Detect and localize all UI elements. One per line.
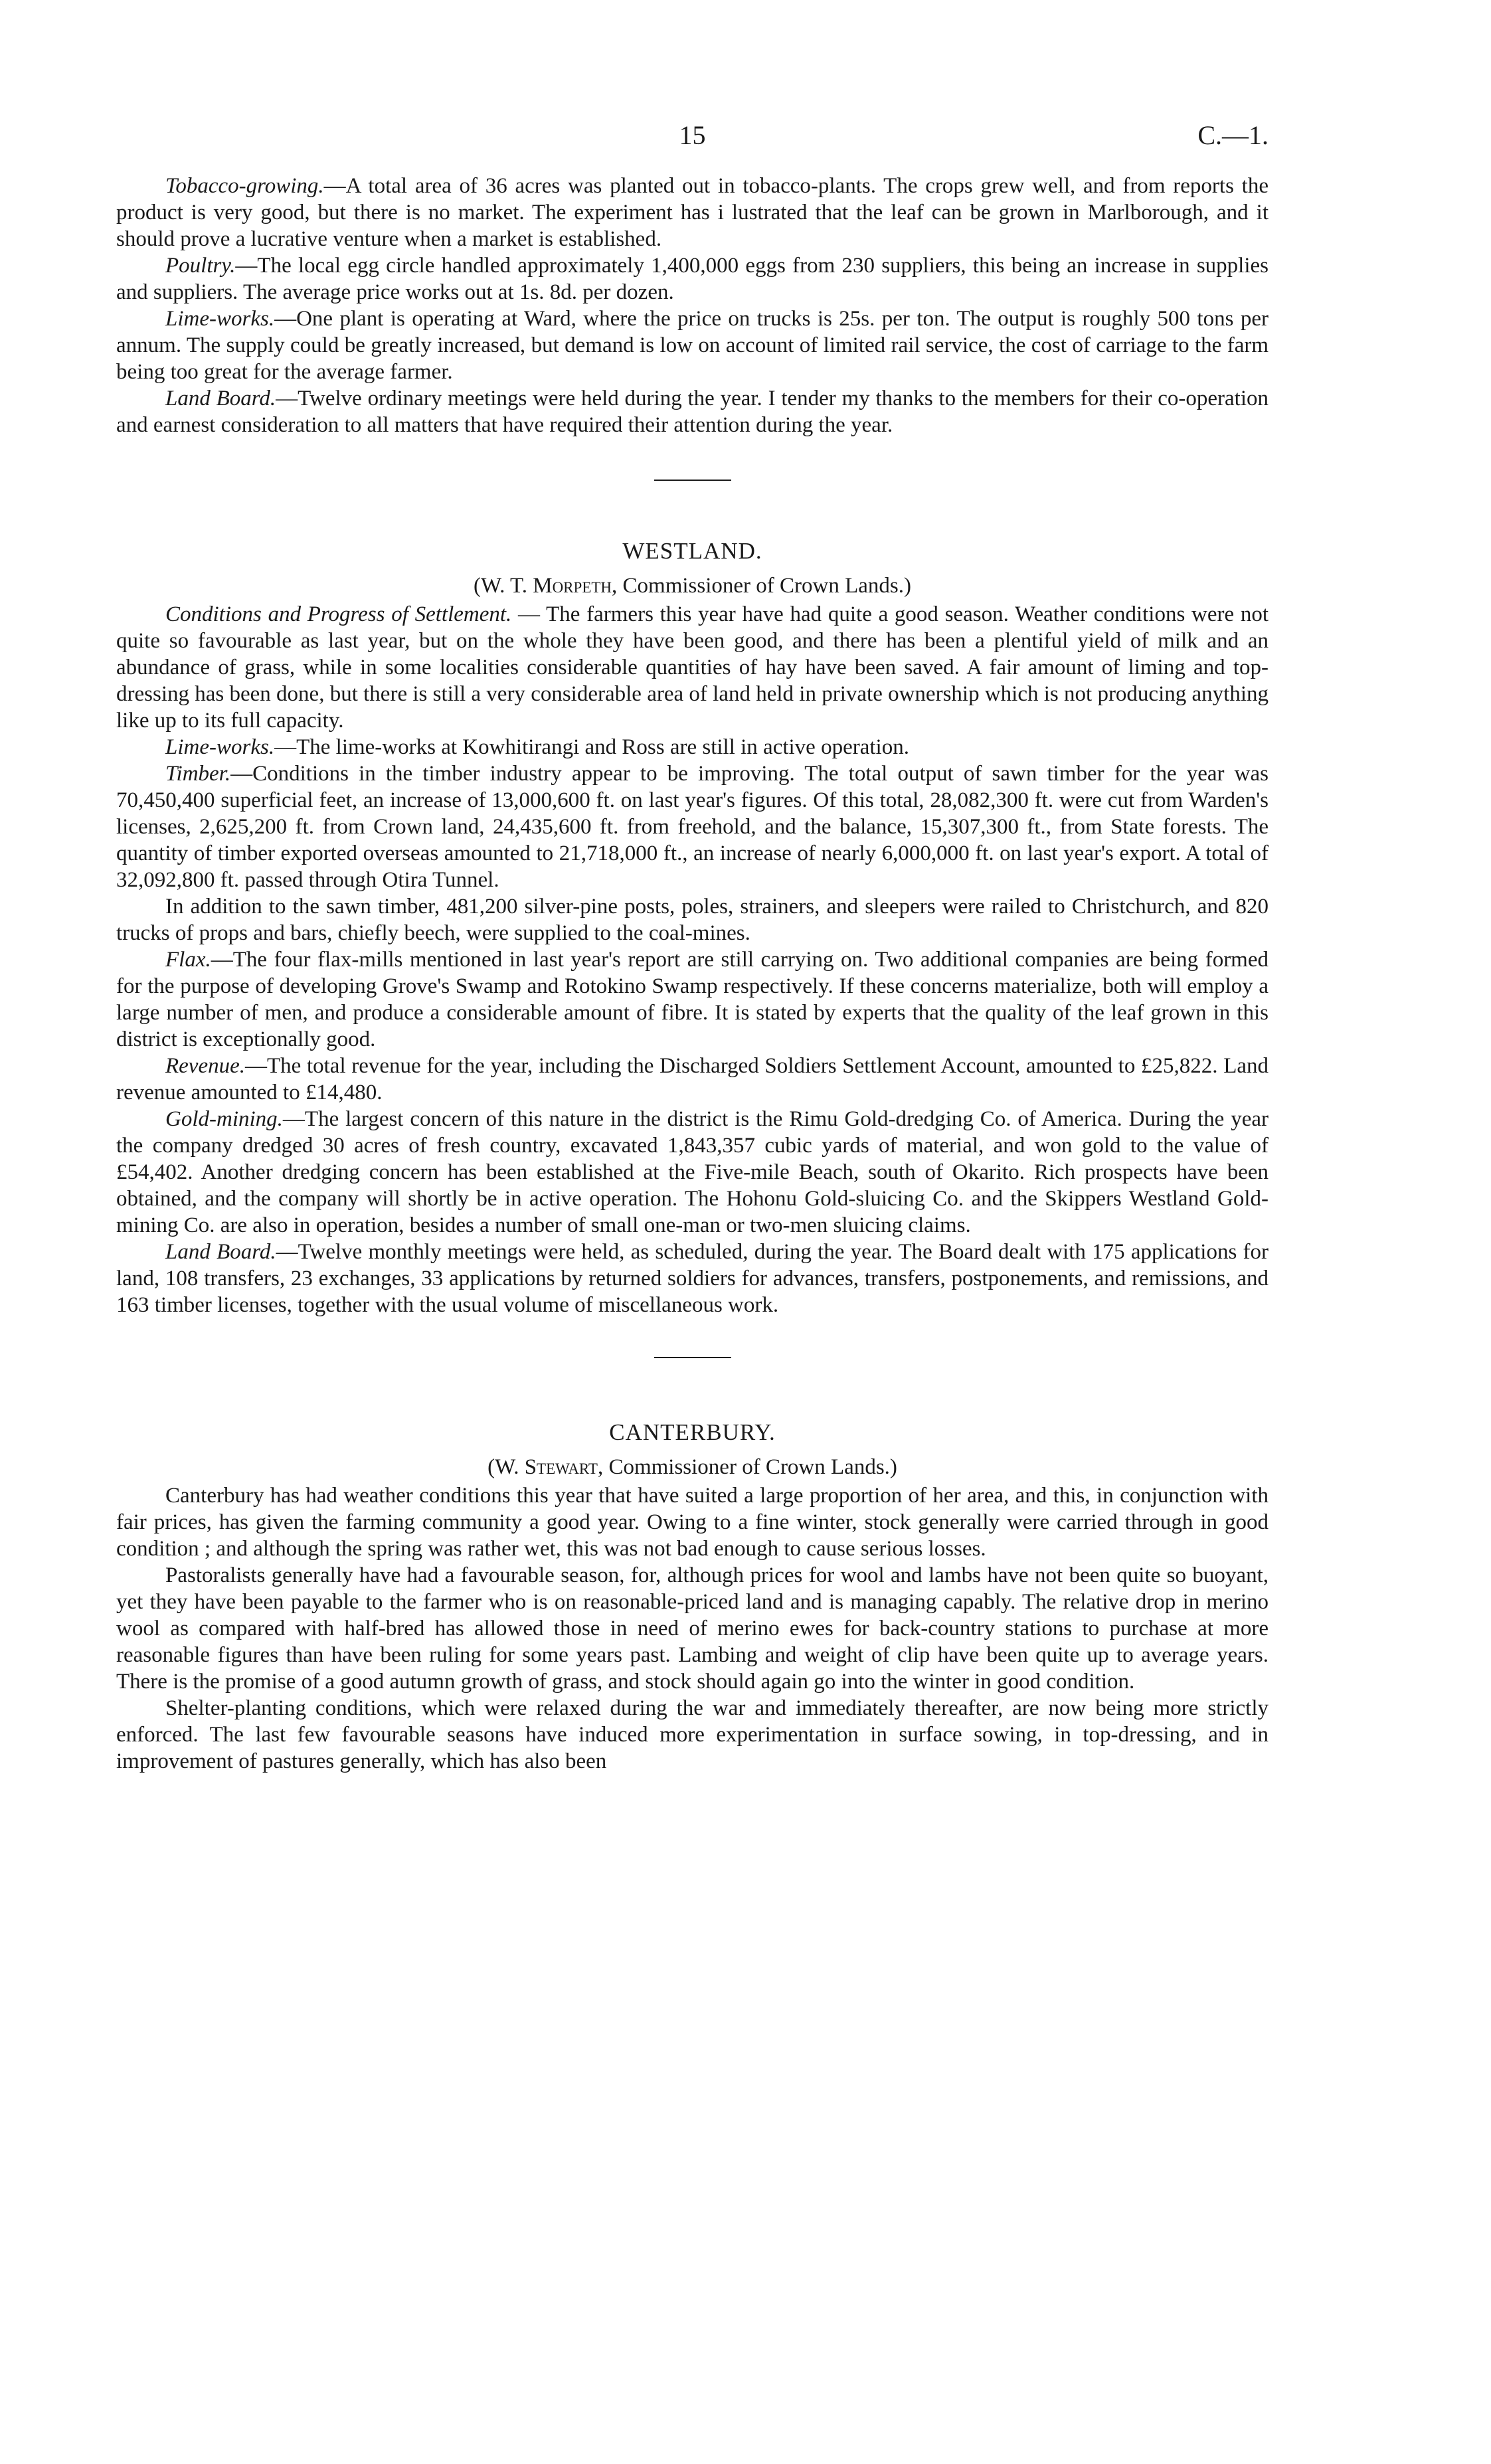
paragraph-lime-works	[116, 734, 1269, 760]
document-page	[116, 120, 1269, 1775]
page-header	[116, 120, 1269, 173]
paragraph-gold-mining	[116, 1106, 1269, 1239]
paragraph-tobacco-growing	[116, 173, 1269, 252]
document-reference: C.—1.	[1197, 120, 1269, 150]
paragraph-flax	[116, 946, 1269, 1053]
paragraph-weather	[116, 1482, 1269, 1562]
section-title: WESTLAND.	[622, 538, 762, 564]
paragraph-heading: Lime-works.	[165, 735, 275, 759]
paragraph-poultry	[116, 252, 1269, 306]
paragraph-text: —Twelve monthly meetings were held, as scheduled, during the year. The Board dealt with 175 applications for land, 108 transfers, 23 exchanges, 33 applications by returned soldiers for advances, transfers, postponements, and remissions, and 163 timber licenses, together with the usual volume of miscellaneous work.	[116, 1240, 1269, 1317]
paragraph-text: —A total area of 36 acres was planted out in tobacco-plants. The crops grew well, and from reports the product is very good, but there is no market. The experiment has i lustrated that the leaf can be grown in Marlborough, and it should prove a lucrative venture when a market is established.	[116, 174, 1269, 251]
section-divider	[654, 1357, 731, 1358]
paragraph-text: —Twelve ordinary meetings were held during the year. I tender my thanks to the members for their co-operation and earnest consideration to all matters that have required their attention during the year.	[116, 387, 1269, 437]
paragraph-text: —Conditions in the timber industry appear to be improving. The total output of sawn timber for the year was 70,450,400 superficial feet, an increase of 13,000,600 ft. on last year's figures. Of this total, 28,082,300 ft. were cut from Warden's licenses, 2,625,200 ft. from Crown land, 24,435,600 ft. from freehold, and the balance, 15,307,300 ft., from State forests. The quantity of timber exported overseas amounted to 21,718,000 ft., an increase of nearly 6,000,000 ft. on last year's export. A total of 32,092,800 ft. passed through Otira Tunnel.	[116, 762, 1269, 892]
commissioner-prefix: (W. T.	[474, 574, 527, 598]
commissioner-prefix: (W.	[487, 1455, 519, 1479]
paragraph-text: Shelter-planting conditions, which were relaxed during the war and immediately thereafter, are now being more strictly enforced. The last few favourable seasons have induced more experimentation in surface sowing, in top-dressing, and in improvement of pastures generally, which has also been	[116, 1696, 1269, 1773]
section-divider	[654, 480, 731, 481]
paragraph-text: —The local egg circle handled approximately 1,400,000 eggs from 230 suppliers, this being an increase in supplies and suppliers. The average price works out at 1s. 8d. per dozen.	[116, 254, 1269, 304]
paragraph-heading: Poultry.	[165, 254, 236, 278]
paragraph-heading: Revenue.	[165, 1054, 245, 1078]
paragraph-revenue	[116, 1053, 1269, 1106]
paragraph-heading: Gold-mining.	[165, 1107, 283, 1131]
commissioner-suffix: , Commissioner of Crown Lands.)	[612, 574, 911, 598]
paragraph-heading: Tobacco-growing.	[165, 174, 324, 198]
paragraph-text: In addition to the sawn timber, 481,200 silver-pine posts, poles, strainers, and sleepers were railed to Christchurch, and 820 trucks of props and bars, chiefly beech, were supplied to the coal-mines.	[116, 895, 1269, 945]
paragraph-heading: Flax.	[165, 948, 211, 972]
commissioner-line	[116, 574, 1269, 598]
paragraph-text: Canterbury has had weather conditions this year that have suited a large proportion of her area, and this, in conjunction with fair prices, has given the farming community a good year. Owing to a fine winter, stock generally were carried through in good condition ; and although the spring was rather wet, this was not bad enough to cause serious losses.	[116, 1484, 1269, 1561]
paragraph-text: —The largest concern of this nature in the district is the Rimu Gold-dredging Co. of America. During the year the company dredged 30 acres of fresh country, excavated 1,843,357 cubic yards of material, and won gold to the value of £54,402. Another dredging concern has been established at the Five-mile Beach, south of Okarito. Rich prospects have been obtained, and the company will shortly be in active operation. The Hohonu Gold-sluicing Co. and the Skippers Westland Gold-mining Co. are also in operation, besides a number of small one-man or two-men sluicing claims.	[116, 1107, 1269, 1237]
paragraph-heading: Land Board.	[165, 1240, 276, 1264]
commissioner-name: Stewart	[524, 1455, 598, 1479]
marlborough-continued-section	[116, 173, 1269, 438]
paragraph-pastoralists	[116, 1562, 1269, 1695]
paragraph-sawn-timber	[116, 893, 1269, 946]
paragraph-shelter-planting	[116, 1695, 1269, 1775]
paragraph-land-board	[116, 1239, 1269, 1318]
section-title: CANTERBURY.	[609, 1419, 776, 1445]
westland-section	[116, 538, 1269, 1318]
paragraph-text: —The lime-works at Kowhitirangi and Ross are still in active operation.	[274, 735, 909, 759]
paragraph-text: —The total revenue for the year, including the Discharged Soldiers Settlement Account, amounted to £25,822. Land revenue amounted to £14,480.	[116, 1054, 1269, 1104]
paragraph-text: Pastoralists generally have had a favourable season, for, although prices for wool and lambs have not been quite so buoyant, yet they have been payable to the farmer who is on reasonable-priced land and is managing capably. The relative drop in merino wool as compared with half-bred has allowed those in need of merino ewes for back-country stations to purchase at more reasonable figures than have been ruling for some years past. Lambing and weight of clip have been quite up to average years. There is the promise of a good autumn growth of grass, and stock should again go into the winter in good condition.	[116, 1563, 1269, 1694]
page-number: 15	[679, 120, 706, 150]
paragraph-heading: Lime-works.	[165, 307, 275, 331]
canterbury-section	[116, 1419, 1269, 1775]
paragraph-text: —One plant is operating at Ward, where the price on trucks is 25s. per ton. The output is roughly 500 tons per annum. The supply could be greatly increased, but demand is low on account of limited rail service, the cost of carriage to the farm being too great for the average farmer.	[116, 307, 1269, 384]
paragraph-conditions-settlement	[116, 601, 1269, 734]
paragraph-heading: Conditions and Progress of Settlement.	[165, 602, 512, 626]
paragraph-heading: Land Board.	[165, 387, 276, 410]
paragraph-text: —The four flax-mills mentioned in last year's report are still carrying on. Two additional companies are being formed for the purpose of developing Grove's Swamp and Rotokino Swamp respectively. If these concerns materialize, both will employ a large number of men, and produce a considerable amount of fibre. It is stated by experts that the quality of the leaf grown in this district is exceptionally good.	[116, 948, 1269, 1051]
paragraph-timber	[116, 760, 1269, 893]
paragraph-land-board	[116, 385, 1269, 438]
commissioner-suffix: , Commissioner of Crown Lands.)	[597, 1455, 897, 1479]
paragraph-text: — The farmers this year have had quite a good season. Weather conditions were not quite so favourable as last year, but on the whole they have been good, and there has been a plentiful yield of milk and an abundance of grass, while in some localities considerable quantities of hay have been saved. A fair amount of liming and top-dressing has been done, but there is still a very considerable area of land held in private ownership which is not producing anything like up to its full capacity.	[116, 602, 1269, 733]
paragraph-lime-works	[116, 306, 1269, 385]
commissioner-name: Morpeth	[533, 574, 612, 598]
paragraph-heading: Timber.	[165, 762, 231, 786]
commissioner-line	[116, 1455, 1269, 1480]
